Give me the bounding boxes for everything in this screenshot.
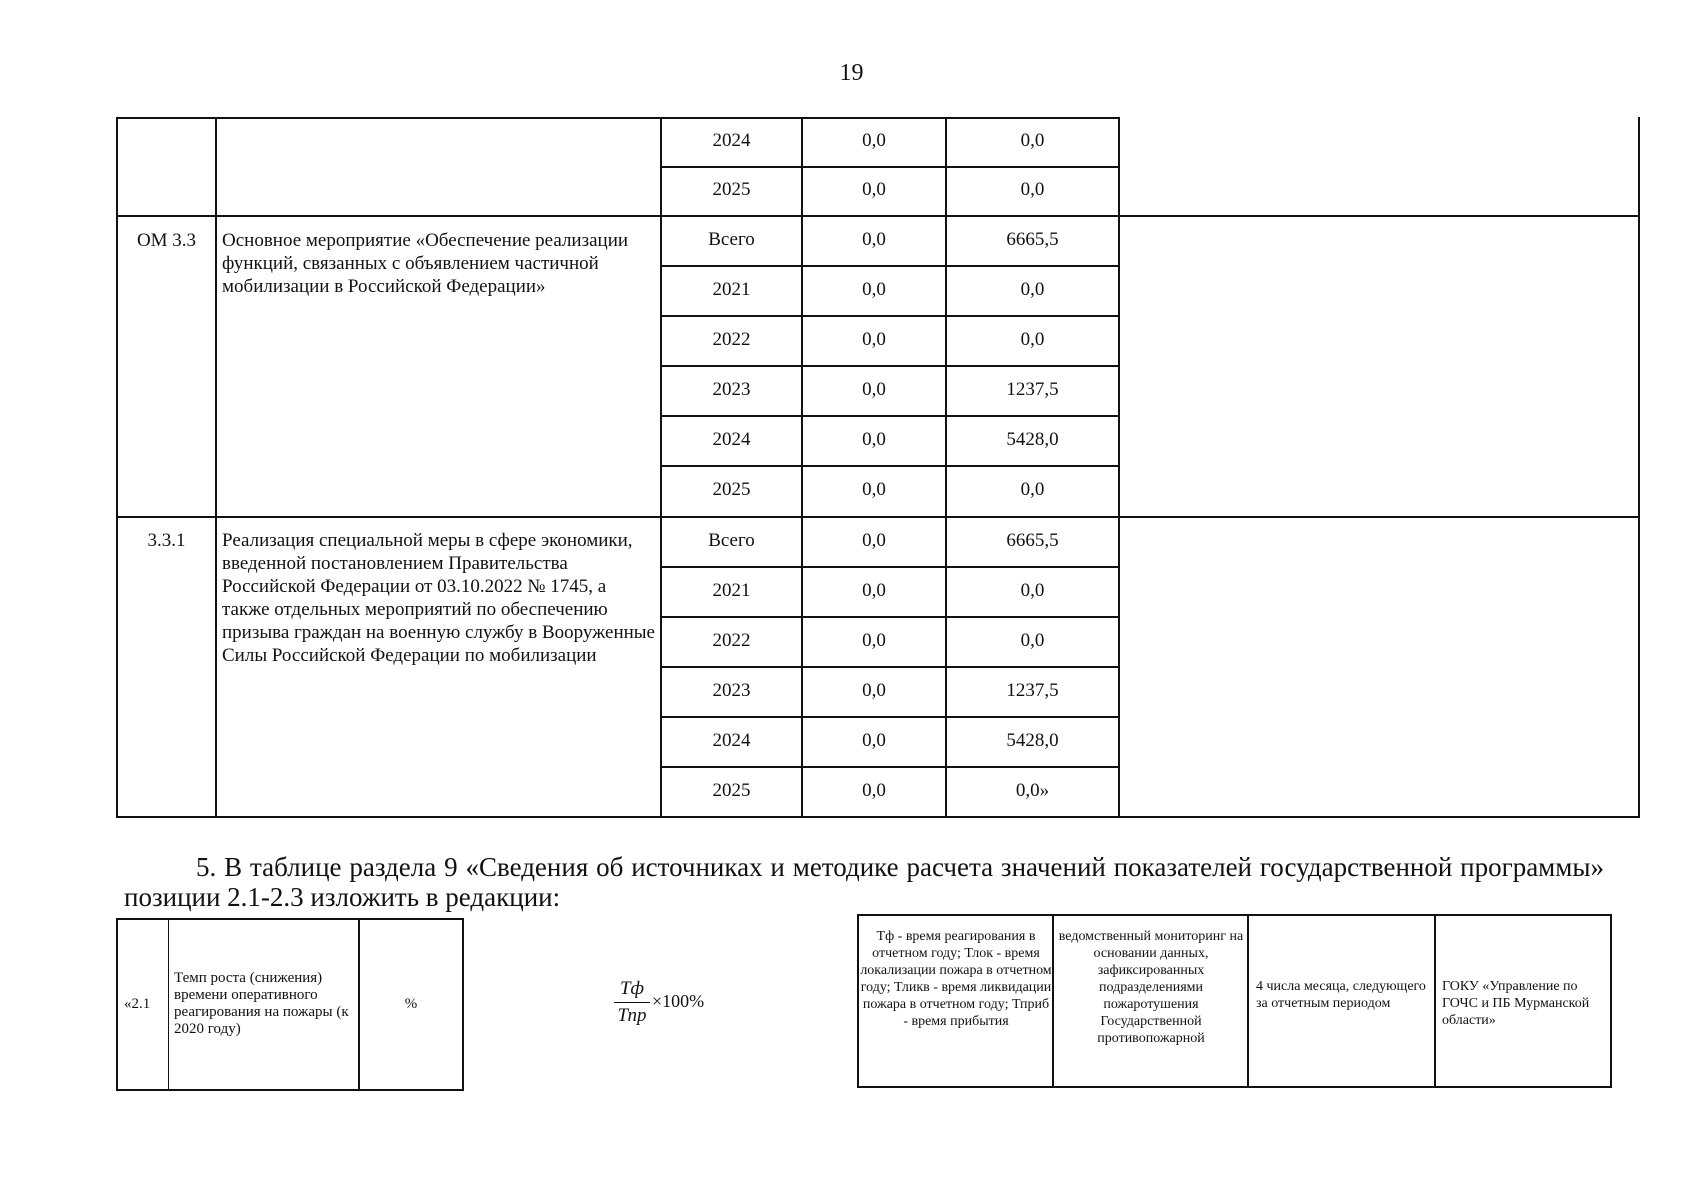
table-cell-value: 0,0 — [862, 179, 886, 200]
table-cell-value: 0,0 — [862, 379, 886, 400]
table-cell-value: 0,0 — [1020, 329, 1045, 350]
table-cell-value: 0,0 — [862, 530, 886, 551]
row-name: Основное мероприятие «Обеспечение реализации функций, связанных с объявлением частичной мобилизации в Российской Федерации» — [222, 230, 629, 297]
table-cell-year: Всего — [708, 229, 755, 250]
table-cell-year: 2022 — [712, 329, 751, 350]
table-cell-year: 2024 — [712, 730, 751, 751]
indicator-unit: % — [404, 996, 418, 1012]
table-cell-value: 1237,5 — [1006, 379, 1059, 400]
table-cell-value: 0,0 — [862, 130, 886, 151]
table-cell-value: 0,0 — [862, 630, 886, 651]
body-paragraph: 5. В таблице раздела 9 «Сведения об источниках и методике расчета значений показателей государственной программы» позиции 2.1-2.3 изложить в редакции: — [124, 852, 1604, 912]
deadline: 4 числа месяца, следующего за отчетным периодом — [1256, 979, 1426, 1011]
formula — [610, 978, 730, 1028]
table-cell-year: 2024 — [712, 130, 751, 151]
indicator-number: «2.1 — [124, 996, 151, 1012]
table-cell-value: 0,0 — [1020, 630, 1045, 651]
row-name: Реализация специальной меры в сфере экономики, введенной постановлением Правительства Российской Федерации от 03.10.2022 № 1745, а также отдельных мероприятий по обеспечению призыва граждан на военную службу в Вооруженные Силы Российской Федерации по мобилизации — [222, 530, 655, 666]
table-cell-year: 2024 — [712, 429, 751, 450]
table-cell-year: 2022 — [712, 630, 751, 651]
page-number: 19 — [839, 60, 864, 86]
indicator-name: Темп роста (снижения) времени оперативного реагирования на пожары (к 2020 году) — [174, 970, 349, 1037]
table-cell-year: 2025 — [712, 780, 751, 801]
table-cell-value: 0,0 — [1020, 580, 1045, 601]
table-cell-value: 0,0 — [862, 429, 886, 450]
table-cell-value: 0,0 — [862, 229, 886, 250]
table-cell-year: 2021 — [712, 580, 751, 601]
data-source: ведомственный мониторинг на основании данных, зафиксированных подразделениями пожаротушения Государственной противопожарной — [1058, 929, 1244, 1046]
table-cell-value: 0,0 — [862, 680, 886, 701]
variables-description: Тф - время реагирования в отчетном году; Тлок - время локализации пожара в отчетном году; Тликв - время ликвидации пожара в отчетном году; Тприб - время прибытия — [860, 929, 1052, 1029]
table-cell-value: 0,0 — [862, 580, 886, 601]
table-cell-value: 0,0 — [1020, 479, 1045, 500]
table-cell-year: Всего — [708, 530, 755, 551]
table-cell-value: 0,0 — [862, 730, 886, 751]
table-cell-year: 2023 — [712, 379, 751, 400]
table-cell-value: 6665,5 — [1006, 229, 1059, 250]
responsible-body: ГОКУ «Управление по ГОЧС и ПБ Мурманской области» — [1442, 979, 1590, 1028]
table-cell-year: 2021 — [712, 279, 751, 300]
row-code: 3.3.1 — [147, 530, 186, 551]
table-cell-value: 5428,0 — [1006, 730, 1059, 751]
formula-denominator: Тпр — [617, 1005, 647, 1026]
table-cell-year: 2025 — [712, 179, 751, 200]
table-cell-value: 0,0 — [862, 279, 886, 300]
table-cell-value: 0,0» — [1015, 780, 1050, 801]
table-cell-value: 0,0 — [1020, 130, 1045, 151]
table-cell-value: 6665,5 — [1006, 530, 1059, 551]
table-cell-value: 0,0 — [1020, 179, 1045, 200]
table-cell-value: 1237,5 — [1006, 680, 1059, 701]
table-cell-year: 2023 — [712, 680, 751, 701]
table-cell-value: 0,0 — [862, 780, 886, 801]
table-cell-value: 0,0 — [1020, 279, 1045, 300]
row-code: ОМ 3.3 — [136, 230, 197, 251]
table-cell-value: 0,0 — [862, 329, 886, 350]
table-cell-year: 2025 — [712, 479, 751, 500]
table-cell-value: 5428,0 — [1006, 429, 1059, 450]
formula-multiplier: ×100% — [652, 991, 705, 1011]
table-cell-value: 0,0 — [862, 479, 886, 500]
formula-numerator: Тф — [619, 978, 645, 999]
